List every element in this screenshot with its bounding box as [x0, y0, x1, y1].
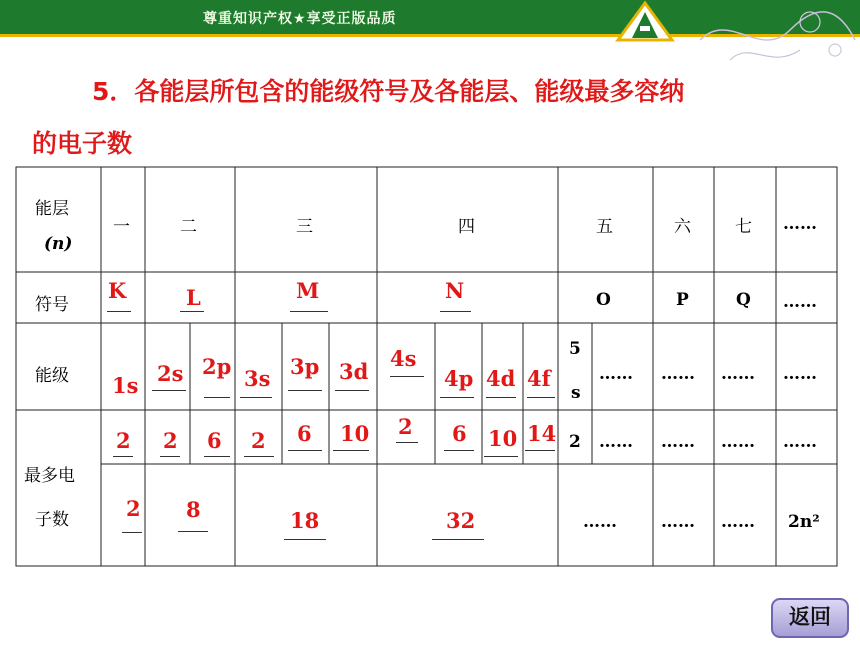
shell-2: 二	[180, 217, 197, 237]
blank-line	[288, 390, 322, 391]
banner-text: 尊重知识产权★享受正版品质	[203, 11, 397, 27]
blank-line	[204, 397, 230, 398]
blank-line	[525, 450, 555, 451]
blank-line	[160, 456, 180, 457]
sublevel-3d: 3d	[339, 359, 369, 384]
blank-line	[178, 531, 208, 532]
shell-5: 五	[596, 217, 613, 237]
shell-total-2: 8	[186, 497, 201, 522]
blank-line	[107, 311, 131, 312]
electrons-2p: 6	[207, 428, 222, 453]
symbol-more: ……	[783, 292, 817, 312]
blank-line	[444, 450, 474, 451]
electrons-more-8: ……	[783, 432, 817, 452]
blank-line	[244, 456, 274, 457]
blank-line	[335, 390, 369, 391]
blank-line	[390, 376, 424, 377]
sublevel-4s: 4s	[390, 346, 417, 371]
shell-7: 七	[735, 217, 752, 237]
electrons-4p: 6	[452, 421, 467, 446]
electrons-more-6: ……	[661, 432, 695, 452]
symbol-p: P	[676, 290, 689, 310]
shell-more: ……	[783, 214, 817, 234]
row-label-max-electrons-b: 子数	[35, 510, 69, 530]
shell-total-more-6: ……	[661, 512, 695, 532]
electrons-4d: 10	[488, 426, 518, 451]
sublevel-2s: 2s	[157, 361, 184, 386]
sublevel-more-5: ……	[599, 364, 633, 384]
blank-line	[152, 390, 186, 391]
blank-line	[240, 397, 272, 398]
sublevel-4p: 4p	[444, 366, 474, 391]
row-label-energy-level: 能层	[35, 199, 69, 219]
sublevel-4f: 4f	[527, 366, 551, 391]
electrons-3s: 2	[251, 428, 266, 453]
shell-4: 四	[458, 217, 475, 237]
shell-3: 三	[296, 217, 313, 237]
blank-line	[333, 450, 369, 451]
shell-total-1: 2	[126, 496, 141, 521]
sublevel-4d: 4d	[486, 366, 516, 391]
symbol-o: O	[596, 290, 611, 310]
symbol-answer-m: M	[296, 278, 320, 303]
blank-line	[432, 539, 484, 540]
sublevel-5s-number: 5	[569, 339, 581, 359]
electrons-4s: 2	[398, 414, 413, 439]
electrons-3d: 10	[340, 421, 370, 446]
symbol-q: Q	[736, 290, 751, 310]
symbol-answer-l: L	[186, 285, 201, 310]
shell-total-more-5: ……	[583, 512, 617, 532]
heading-line-2: 的电子数	[32, 129, 133, 158]
blank-line	[113, 456, 133, 457]
electrons-1s: 2	[116, 428, 131, 453]
shell-total-formula: 2n²	[788, 512, 820, 532]
sublevel-5s-letter: s	[571, 383, 581, 403]
electrons-4f: 14	[527, 421, 557, 446]
sublevel-3s: 3s	[244, 366, 271, 391]
sublevel-more-7: ……	[721, 364, 755, 384]
row-label-n: (n)	[44, 234, 73, 254]
sublevel-more-6: ……	[661, 364, 695, 384]
blank-line	[288, 450, 322, 451]
sublevel-more-8: ……	[783, 364, 817, 384]
sublevel-2p: 2p	[202, 354, 232, 379]
blank-line	[484, 456, 518, 457]
row-label-max-electrons-a: 最多电	[24, 466, 75, 486]
sublevel-3p: 3p	[290, 354, 320, 379]
symbol-answer-k: K	[108, 278, 127, 303]
row-label-symbol: 符号	[35, 295, 69, 315]
shell-1: 一	[113, 217, 130, 237]
sublevel-1s: 1s	[112, 373, 139, 398]
blank-line	[396, 442, 418, 443]
electrons-5s: 2	[569, 432, 581, 452]
back-button[interactable]: 返回	[771, 598, 849, 638]
blank-line	[486, 397, 516, 398]
blank-line	[180, 311, 204, 312]
blank-line	[290, 311, 328, 312]
electrons-more-7: ……	[721, 432, 755, 452]
shell-total-more-7: ……	[721, 512, 755, 532]
blank-line	[440, 311, 471, 312]
shell-total-4: 32	[446, 508, 476, 533]
shell-total-3: 18	[290, 508, 320, 533]
blank-line	[204, 456, 230, 457]
blank-line	[284, 539, 326, 540]
symbol-answer-n: N	[445, 278, 465, 303]
heading-line-1: 5．各能层所包含的能级符号及各能层、能级最多容纳	[92, 77, 685, 106]
electrons-3p: 6	[297, 421, 312, 446]
blank-line	[440, 397, 474, 398]
shell-6: 六	[674, 217, 691, 237]
blank-line	[122, 532, 142, 533]
electrons-2s: 2	[163, 428, 178, 453]
electrons-more-5: ……	[599, 432, 633, 452]
row-label-sublevel: 能级	[35, 366, 69, 386]
blank-line	[527, 397, 555, 398]
